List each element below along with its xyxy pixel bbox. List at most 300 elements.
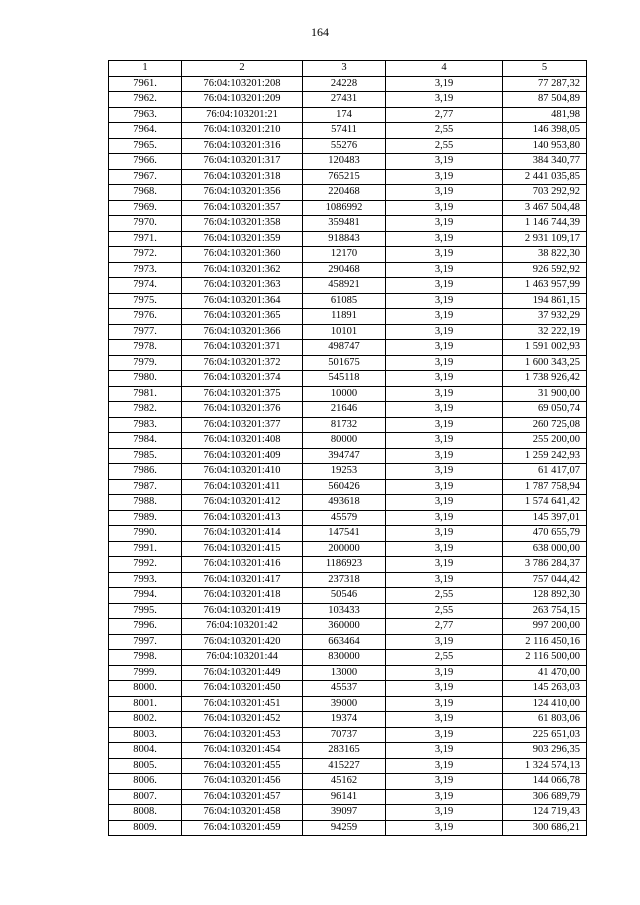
cadastral-number-cell: 76:04:103201:452 xyxy=(182,712,303,728)
row-number-cell: 7991. xyxy=(109,541,182,557)
table-row xyxy=(109,355,587,371)
area-cell: 45579 xyxy=(303,510,386,526)
area-cell: 415227 xyxy=(303,758,386,774)
row-number-cell: 7993. xyxy=(109,572,182,588)
area-cell: 45537 xyxy=(303,681,386,697)
rate-cell: 3,19 xyxy=(386,355,503,371)
row-number-cell: 7979. xyxy=(109,355,182,371)
cadastral-number-cell: 76:04:103201:371 xyxy=(182,340,303,356)
row-number-cell: 7973. xyxy=(109,262,182,278)
rate-cell: 3,19 xyxy=(386,185,503,201)
cadastral-number-cell: 76:04:103201:364 xyxy=(182,293,303,309)
row-number-cell: 7971. xyxy=(109,231,182,247)
cadastral-number-cell: 76:04:103201:410 xyxy=(182,464,303,480)
row-number-cell: 8008. xyxy=(109,805,182,821)
rate-cell: 2,77 xyxy=(386,619,503,635)
rate-cell: 2,77 xyxy=(386,107,503,123)
value-cell: 2 441 035,85 xyxy=(503,169,587,185)
area-cell: 359481 xyxy=(303,216,386,232)
table-row xyxy=(109,107,587,123)
cadastral-number-cell: 76:04:103201:455 xyxy=(182,758,303,774)
cadastral-number-cell: 76:04:103201:362 xyxy=(182,262,303,278)
area-cell: 45162 xyxy=(303,774,386,790)
area-cell: 918843 xyxy=(303,231,386,247)
value-cell: 146 398,05 xyxy=(503,123,587,139)
area-cell: 830000 xyxy=(303,650,386,666)
row-number-cell: 7986. xyxy=(109,464,182,480)
row-number-cell: 7972. xyxy=(109,247,182,263)
row-number-cell: 7969. xyxy=(109,200,182,216)
cadastral-number-cell: 76:04:103201:363 xyxy=(182,278,303,294)
value-cell: 481,98 xyxy=(503,107,587,123)
value-cell: 61 803,06 xyxy=(503,712,587,728)
table-row xyxy=(109,572,587,588)
row-number-cell: 7990. xyxy=(109,526,182,542)
area-cell: 39000 xyxy=(303,696,386,712)
row-number-cell: 7997. xyxy=(109,634,182,650)
row-number-cell: 7984. xyxy=(109,433,182,449)
cadastral-number-cell: 76:04:103201:451 xyxy=(182,696,303,712)
table-row xyxy=(109,619,587,635)
cadastral-number-cell: 76:04:103201:449 xyxy=(182,665,303,681)
table-row xyxy=(109,665,587,681)
area-cell: 19374 xyxy=(303,712,386,728)
table-header-row xyxy=(109,61,587,77)
row-number-cell: 8009. xyxy=(109,820,182,836)
row-number-cell: 7982. xyxy=(109,402,182,418)
cadastral-table xyxy=(108,60,587,836)
area-cell: 24228 xyxy=(303,76,386,92)
row-number-cell: 7983. xyxy=(109,417,182,433)
cadastral-number-cell: 76:04:103201:409 xyxy=(182,448,303,464)
row-number-cell: 7985. xyxy=(109,448,182,464)
row-number-cell: 7995. xyxy=(109,603,182,619)
rate-cell: 3,19 xyxy=(386,92,503,108)
rate-cell: 3,19 xyxy=(386,278,503,294)
area-cell: 81732 xyxy=(303,417,386,433)
area-cell: 19253 xyxy=(303,464,386,480)
cadastral-number-cell: 76:04:103201:415 xyxy=(182,541,303,557)
area-cell: 493618 xyxy=(303,495,386,511)
table-row xyxy=(109,743,587,759)
area-cell: 10000 xyxy=(303,386,386,402)
value-cell: 32 222,19 xyxy=(503,324,587,340)
cadastral-number-cell: 76:04:103201:44 xyxy=(182,650,303,666)
row-number-cell: 8000. xyxy=(109,681,182,697)
area-cell: 94259 xyxy=(303,820,386,836)
value-cell: 1 146 744,39 xyxy=(503,216,587,232)
rate-cell: 3,19 xyxy=(386,510,503,526)
table-row xyxy=(109,526,587,542)
value-cell: 37 932,29 xyxy=(503,309,587,325)
rate-cell: 3,19 xyxy=(386,216,503,232)
table-row xyxy=(109,774,587,790)
area-cell: 501675 xyxy=(303,355,386,371)
table-row xyxy=(109,479,587,495)
cadastral-number-cell: 76:04:103201:356 xyxy=(182,185,303,201)
rate-cell: 2,55 xyxy=(386,138,503,154)
cadastral-number-cell: 76:04:103201:416 xyxy=(182,557,303,573)
value-cell: 638 000,00 xyxy=(503,541,587,557)
table-row xyxy=(109,293,587,309)
rate-cell: 3,19 xyxy=(386,541,503,557)
value-cell: 3 786 284,37 xyxy=(503,557,587,573)
area-cell: 57411 xyxy=(303,123,386,139)
rate-cell: 3,19 xyxy=(386,526,503,542)
row-number-cell: 7989. xyxy=(109,510,182,526)
area-cell: 11891 xyxy=(303,309,386,325)
value-cell: 145 397,01 xyxy=(503,510,587,526)
rate-cell: 3,19 xyxy=(386,402,503,418)
table-row xyxy=(109,76,587,92)
area-cell: 96141 xyxy=(303,789,386,805)
value-cell: 3 467 504,48 xyxy=(503,200,587,216)
area-cell: 283165 xyxy=(303,743,386,759)
cadastral-number-cell: 76:04:103201:417 xyxy=(182,572,303,588)
cadastral-number-cell: 76:04:103201:317 xyxy=(182,154,303,170)
cadastral-number-cell: 76:04:103201:411 xyxy=(182,479,303,495)
value-cell: 260 725,08 xyxy=(503,417,587,433)
area-cell: 50546 xyxy=(303,588,386,604)
value-cell: 1 463 957,99 xyxy=(503,278,587,294)
rate-cell: 3,19 xyxy=(386,433,503,449)
value-cell: 61 417,07 xyxy=(503,464,587,480)
rate-cell: 3,19 xyxy=(386,681,503,697)
row-number-cell: 8001. xyxy=(109,696,182,712)
table-row xyxy=(109,557,587,573)
area-cell: 13000 xyxy=(303,665,386,681)
rate-cell: 3,19 xyxy=(386,76,503,92)
area-cell: 39097 xyxy=(303,805,386,821)
rate-cell: 3,19 xyxy=(386,386,503,402)
value-cell: 194 861,15 xyxy=(503,293,587,309)
value-cell: 263 754,15 xyxy=(503,603,587,619)
cadastral-number-cell: 76:04:103201:377 xyxy=(182,417,303,433)
table-row xyxy=(109,681,587,697)
rate-cell: 3,19 xyxy=(386,789,503,805)
table-row xyxy=(109,402,587,418)
row-number-cell: 8006. xyxy=(109,774,182,790)
row-number-cell: 7976. xyxy=(109,309,182,325)
rate-cell: 3,19 xyxy=(386,169,503,185)
value-cell: 1 324 574,13 xyxy=(503,758,587,774)
cadastral-number-cell: 76:04:103201:420 xyxy=(182,634,303,650)
table-row xyxy=(109,758,587,774)
row-number-cell: 7977. xyxy=(109,324,182,340)
rate-cell: 3,19 xyxy=(386,758,503,774)
rate-cell: 3,19 xyxy=(386,743,503,759)
rate-cell: 3,19 xyxy=(386,727,503,743)
rate-cell: 3,19 xyxy=(386,696,503,712)
table-row xyxy=(109,820,587,836)
cadastral-number-cell: 76:04:103201:359 xyxy=(182,231,303,247)
rate-cell: 3,19 xyxy=(386,572,503,588)
area-cell: 103433 xyxy=(303,603,386,619)
table-row xyxy=(109,123,587,139)
row-number-cell: 7978. xyxy=(109,340,182,356)
table-row xyxy=(109,278,587,294)
value-cell: 903 296,35 xyxy=(503,743,587,759)
cadastral-number-cell: 76:04:103201:414 xyxy=(182,526,303,542)
table-row xyxy=(109,417,587,433)
table-row xyxy=(109,200,587,216)
area-cell: 498747 xyxy=(303,340,386,356)
rate-cell: 3,19 xyxy=(386,557,503,573)
row-number-cell: 7999. xyxy=(109,665,182,681)
table-row xyxy=(109,324,587,340)
table-row xyxy=(109,154,587,170)
cadastral-number-cell: 76:04:103201:318 xyxy=(182,169,303,185)
cadastral-number-cell: 76:04:103201:358 xyxy=(182,216,303,232)
area-cell: 1186923 xyxy=(303,557,386,573)
value-cell: 41 470,00 xyxy=(503,665,587,681)
cadastral-number-cell: 76:04:103201:459 xyxy=(182,820,303,836)
value-cell: 2 116 500,00 xyxy=(503,650,587,666)
rate-cell: 3,19 xyxy=(386,479,503,495)
cadastral-number-cell: 76:04:103201:374 xyxy=(182,371,303,387)
table-row xyxy=(109,727,587,743)
area-cell: 237318 xyxy=(303,572,386,588)
value-cell: 384 340,77 xyxy=(503,154,587,170)
area-cell: 21646 xyxy=(303,402,386,418)
table-row xyxy=(109,789,587,805)
area-cell: 27431 xyxy=(303,92,386,108)
cadastral-number-cell: 76:04:103201:375 xyxy=(182,386,303,402)
cadastral-number-cell: 76:04:103201:209 xyxy=(182,92,303,108)
row-number-cell: 7966. xyxy=(109,154,182,170)
area-cell: 394747 xyxy=(303,448,386,464)
cadastral-number-cell: 76:04:103201:456 xyxy=(182,774,303,790)
row-number-cell: 7967. xyxy=(109,169,182,185)
row-number-cell: 8007. xyxy=(109,789,182,805)
area-cell: 12170 xyxy=(303,247,386,263)
row-number-cell: 7964. xyxy=(109,123,182,139)
row-number-cell: 7987. xyxy=(109,479,182,495)
table-row xyxy=(109,216,587,232)
rate-cell: 3,19 xyxy=(386,464,503,480)
column-header: 3 xyxy=(303,61,386,77)
cadastral-number-cell: 76:04:103201:457 xyxy=(182,789,303,805)
rate-cell: 3,19 xyxy=(386,417,503,433)
row-number-cell: 8003. xyxy=(109,727,182,743)
rate-cell: 3,19 xyxy=(386,231,503,247)
rate-cell: 3,19 xyxy=(386,371,503,387)
row-number-cell: 7963. xyxy=(109,107,182,123)
area-cell: 70737 xyxy=(303,727,386,743)
table-row xyxy=(109,603,587,619)
value-cell: 300 686,21 xyxy=(503,820,587,836)
cadastral-number-cell: 76:04:103201:453 xyxy=(182,727,303,743)
cadastral-number-cell: 76:04:103201:366 xyxy=(182,324,303,340)
row-number-cell: 7968. xyxy=(109,185,182,201)
rate-cell: 3,19 xyxy=(386,665,503,681)
value-cell: 997 200,00 xyxy=(503,619,587,635)
table-row xyxy=(109,138,587,154)
rate-cell: 3,19 xyxy=(386,340,503,356)
table-row xyxy=(109,185,587,201)
value-cell: 225 651,03 xyxy=(503,727,587,743)
cadastral-number-cell: 76:04:103201:357 xyxy=(182,200,303,216)
cadastral-number-cell: 76:04:103201:372 xyxy=(182,355,303,371)
value-cell: 128 892,30 xyxy=(503,588,587,604)
rate-cell: 3,19 xyxy=(386,293,503,309)
table-row xyxy=(109,231,587,247)
area-cell: 10101 xyxy=(303,324,386,340)
row-number-cell: 7994. xyxy=(109,588,182,604)
cadastral-number-cell: 76:04:103201:21 xyxy=(182,107,303,123)
table-row xyxy=(109,588,587,604)
table-row xyxy=(109,634,587,650)
row-number-cell: 8004. xyxy=(109,743,182,759)
value-cell: 470 655,79 xyxy=(503,526,587,542)
value-cell: 87 504,89 xyxy=(503,92,587,108)
area-cell: 360000 xyxy=(303,619,386,635)
value-cell: 1 574 641,42 xyxy=(503,495,587,511)
area-cell: 545118 xyxy=(303,371,386,387)
area-cell: 61085 xyxy=(303,293,386,309)
value-cell: 757 044,42 xyxy=(503,572,587,588)
row-number-cell: 7975. xyxy=(109,293,182,309)
row-number-cell: 7961. xyxy=(109,76,182,92)
table-body xyxy=(109,76,587,836)
area-cell: 147541 xyxy=(303,526,386,542)
rate-cell: 3,19 xyxy=(386,495,503,511)
rate-cell: 2,55 xyxy=(386,123,503,139)
area-cell: 560426 xyxy=(303,479,386,495)
value-cell: 1 600 343,25 xyxy=(503,355,587,371)
value-cell: 1 738 926,42 xyxy=(503,371,587,387)
area-cell: 458921 xyxy=(303,278,386,294)
rate-cell: 3,19 xyxy=(386,448,503,464)
table-row xyxy=(109,448,587,464)
table-row xyxy=(109,696,587,712)
rate-cell: 3,19 xyxy=(386,324,503,340)
row-number-cell: 7974. xyxy=(109,278,182,294)
area-cell: 120483 xyxy=(303,154,386,170)
cadastral-number-cell: 76:04:103201:210 xyxy=(182,123,303,139)
value-cell: 306 689,79 xyxy=(503,789,587,805)
value-cell: 2 931 109,17 xyxy=(503,231,587,247)
cadastral-number-cell: 76:04:103201:458 xyxy=(182,805,303,821)
table-row xyxy=(109,247,587,263)
page-number: 164 xyxy=(311,25,329,39)
table-row xyxy=(109,262,587,278)
table-row xyxy=(109,712,587,728)
area-cell: 1086992 xyxy=(303,200,386,216)
value-cell: 1 591 002,93 xyxy=(503,340,587,356)
rate-cell: 2,55 xyxy=(386,603,503,619)
area-cell: 290468 xyxy=(303,262,386,278)
value-cell: 38 822,30 xyxy=(503,247,587,263)
table-row xyxy=(109,340,587,356)
value-cell: 145 263,03 xyxy=(503,681,587,697)
rate-cell: 3,19 xyxy=(386,247,503,263)
cadastral-number-cell: 76:04:103201:42 xyxy=(182,619,303,635)
table-row xyxy=(109,510,587,526)
cadastral-number-cell: 76:04:103201:408 xyxy=(182,433,303,449)
row-number-cell: 7980. xyxy=(109,371,182,387)
table-row xyxy=(109,433,587,449)
rate-cell: 3,19 xyxy=(386,309,503,325)
table-row xyxy=(109,495,587,511)
cadastral-number-cell: 76:04:103201:412 xyxy=(182,495,303,511)
column-header: 2 xyxy=(182,61,303,77)
rate-cell: 2,55 xyxy=(386,588,503,604)
table-row xyxy=(109,309,587,325)
row-number-cell: 7981. xyxy=(109,386,182,402)
table-row xyxy=(109,464,587,480)
row-number-cell: 7998. xyxy=(109,650,182,666)
table-row xyxy=(109,805,587,821)
value-cell: 703 292,92 xyxy=(503,185,587,201)
row-number-cell: 7965. xyxy=(109,138,182,154)
value-cell: 140 953,80 xyxy=(503,138,587,154)
column-header: 4 xyxy=(386,61,503,77)
value-cell: 69 050,74 xyxy=(503,402,587,418)
value-cell: 31 900,00 xyxy=(503,386,587,402)
row-number-cell: 7970. xyxy=(109,216,182,232)
rate-cell: 3,19 xyxy=(386,154,503,170)
cadastral-number-cell: 76:04:103201:376 xyxy=(182,402,303,418)
cadastral-number-cell: 76:04:103201:418 xyxy=(182,588,303,604)
table-row xyxy=(109,650,587,666)
rate-cell: 3,19 xyxy=(386,712,503,728)
table-row xyxy=(109,386,587,402)
column-header: 5 xyxy=(503,61,587,77)
rate-cell: 2,55 xyxy=(386,650,503,666)
cadastral-number-cell: 76:04:103201:316 xyxy=(182,138,303,154)
value-cell: 124 719,43 xyxy=(503,805,587,821)
value-cell: 124 410,00 xyxy=(503,696,587,712)
rate-cell: 3,19 xyxy=(386,634,503,650)
rate-cell: 3,19 xyxy=(386,262,503,278)
table-row xyxy=(109,371,587,387)
row-number-cell: 7992. xyxy=(109,557,182,573)
area-cell: 765215 xyxy=(303,169,386,185)
value-cell: 144 066,78 xyxy=(503,774,587,790)
value-cell: 255 200,00 xyxy=(503,433,587,449)
area-cell: 220468 xyxy=(303,185,386,201)
rate-cell: 3,19 xyxy=(386,820,503,836)
column-header: 1 xyxy=(109,61,182,77)
rate-cell: 3,19 xyxy=(386,200,503,216)
cadastral-number-cell: 76:04:103201:450 xyxy=(182,681,303,697)
value-cell: 77 287,32 xyxy=(503,76,587,92)
cadastral-number-cell: 76:04:103201:454 xyxy=(182,743,303,759)
value-cell: 926 592,92 xyxy=(503,262,587,278)
table-row xyxy=(109,541,587,557)
area-cell: 663464 xyxy=(303,634,386,650)
cadastral-number-cell: 76:04:103201:413 xyxy=(182,510,303,526)
rate-cell: 3,19 xyxy=(386,774,503,790)
cadastral-number-cell: 76:04:103201:419 xyxy=(182,603,303,619)
area-cell: 174 xyxy=(303,107,386,123)
area-cell: 80000 xyxy=(303,433,386,449)
cadastral-number-cell: 76:04:103201:360 xyxy=(182,247,303,263)
table-row xyxy=(109,169,587,185)
rate-cell: 3,19 xyxy=(386,805,503,821)
cadastral-number-cell: 76:04:103201:208 xyxy=(182,76,303,92)
row-number-cell: 7988. xyxy=(109,495,182,511)
row-number-cell: 7996. xyxy=(109,619,182,635)
area-cell: 200000 xyxy=(303,541,386,557)
row-number-cell: 7962. xyxy=(109,92,182,108)
table-row xyxy=(109,92,587,108)
value-cell: 1 787 758,94 xyxy=(503,479,587,495)
value-cell: 1 259 242,93 xyxy=(503,448,587,464)
area-cell: 55276 xyxy=(303,138,386,154)
row-number-cell: 8002. xyxy=(109,712,182,728)
